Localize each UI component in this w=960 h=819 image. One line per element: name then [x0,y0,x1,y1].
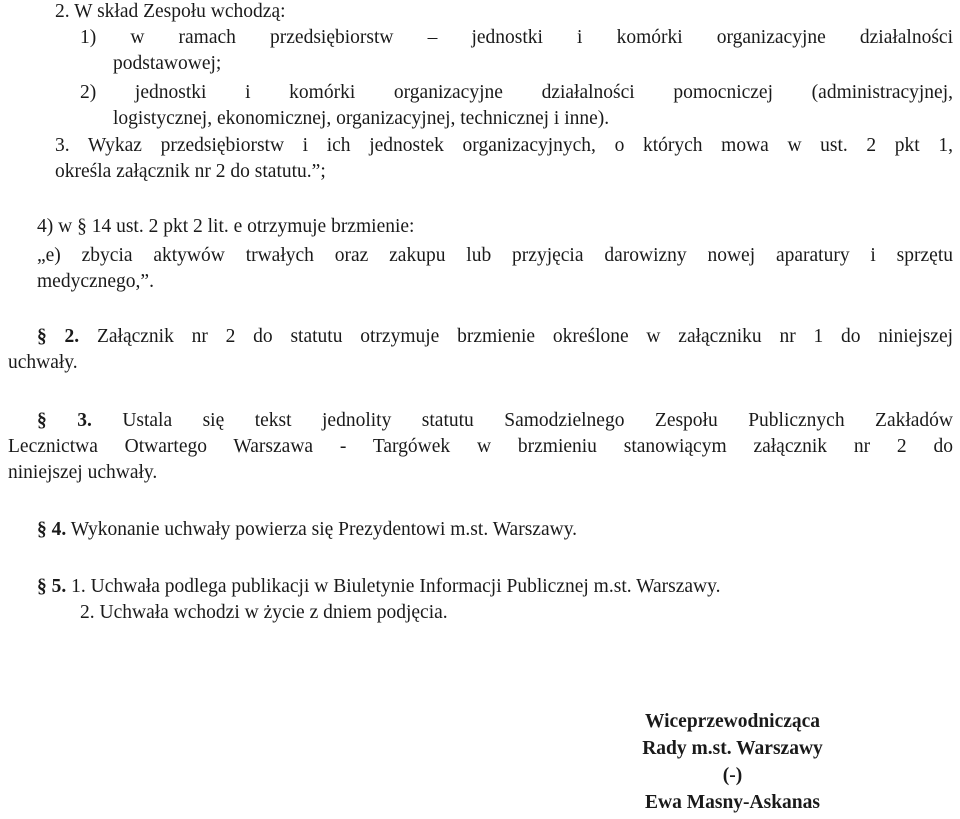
paragraph-3-line-1: 3. Wykaz przedsiębiorstw i ich jednostek organizacyjnych, o których mowa w ust. 2 pkt 1, [55,135,953,156]
section-5-item-2: 2. Uchwała wchodzi w życie z dniem podjęcia. [80,602,448,623]
paragraph-2-item-1-line-2: podstawowej; [113,53,222,74]
paragraph-2-item-1-line-1: 1) w ramach przedsiębiorstw – jednostki i komórki organizacyjne działalności [80,27,953,48]
signature-name: Ewa Masny-Askanas [645,792,820,813]
point-4-quote-line-2: medycznego,”. [37,271,154,292]
section-3-number: § 3. [37,410,92,431]
section-5-item-1: 1. Uchwała podlega publikacji w Biuletynie Informacji Publicznej m.st. Warszawy. [71,576,721,597]
paragraph-2-item-2-line-1: 2) jednostki i komórki organizacyjne działalności pomocniczej (administracyjnej, [80,82,953,103]
signature-mark: (-) [722,765,743,786]
section-3-line-2: Lecznictwa Otwartego Warszawa - Targówek w brzmieniu stanowiącym załącznik nr 2 do [8,436,953,457]
paragraph-2-heading: 2. W skład Zespołu wchodzą: [55,1,286,22]
section-4-line [37,517,577,543]
point-4-quote-line-1: „e) zbycia aktywów trwałych oraz zakupu lub przyjęcia darowizny nowej aparatury i sprzętu [37,245,953,266]
paragraph-2-item-2-line-2: logistycznej, ekonomicznej, organizacyjnej, technicznej i inne). [113,108,610,129]
section-3-line-3: niniejszej uchwały. [8,462,158,483]
section-3-line-1 [37,408,953,434]
point-4-intro: 4) w § 14 ust. 2 pkt 2 lit. e otrzymuje brzmienie: [37,216,415,237]
signature-body: Rady m.st. Warszawy [642,738,823,759]
section-5-line-1 [37,574,720,600]
section-2-line-2: uchwały. [8,352,78,373]
section-4-text: Wykonanie uchwały powierza się Prezydentowi m.st. Warszawy. [70,519,578,540]
section-2-line-1 [37,324,953,350]
paragraph-3-line-2: określa załącznik nr 2 do statutu.”; [55,161,326,182]
section-2-number: § 2. [37,326,80,347]
section-4-number: § 4. [37,519,67,540]
section-2-text: Załącznik nr 2 do statutu otrzymuje brzmienie określone w załączniku nr 1 do niniejszej [96,326,954,347]
signature-role: Wiceprzewodnicząca [644,711,821,732]
section-3-text: Ustala się tekst jednolity statutu Samodzielnego Zespołu Publicznych Zakładów [122,410,954,431]
section-5-number: § 5. [37,576,67,597]
